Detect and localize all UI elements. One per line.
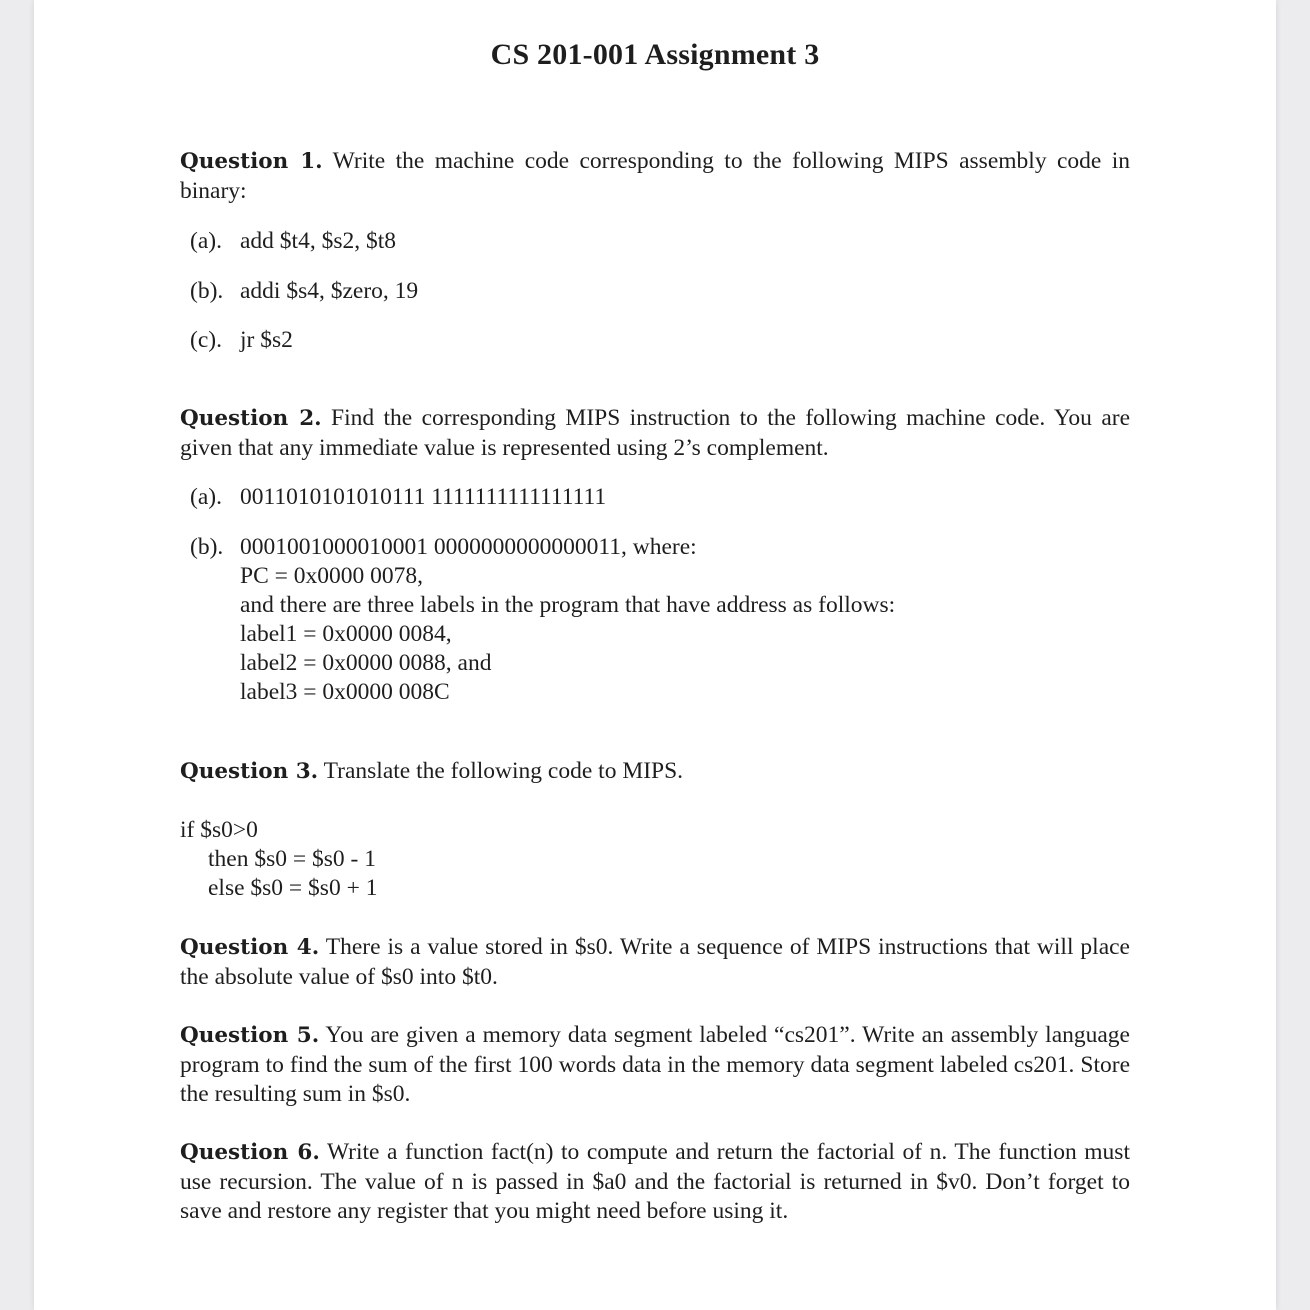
question-3-label: Question 3. [180, 759, 319, 784]
question-3 [180, 757, 1130, 787]
question-6 [180, 1138, 1130, 1227]
question-2-detail: label2 = 0x0000 0088, and [240, 650, 492, 676]
item-text: add $t4, $s2, $t8 [240, 228, 397, 254]
item-text: 0001001000010001 0000000000000011, where: [240, 534, 697, 560]
question-1-text: Write the machine code corresponding to the following MIPS assembly code in binary: [180, 148, 1130, 204]
item-tag: (b). [190, 534, 224, 560]
item-tag: (b). [190, 278, 224, 304]
question-4-label: Question 4. [180, 935, 320, 960]
question-2-item-a [190, 483, 606, 513]
question-2 [180, 404, 1130, 463]
question-6-label: Question 6. [180, 1140, 320, 1165]
item-text: addi $s4, $zero, 19 [240, 278, 419, 304]
item-tag: (a). [190, 228, 222, 254]
code-line: if $s0>0 [180, 817, 258, 843]
item-text: jr $s2 [240, 327, 293, 353]
question-4-text: There is a value stored in $s0. Write a sequence of MIPS instructions that will place the absolute value of $s0 into $t0. [180, 934, 1130, 990]
question-5-label: Question 5. [180, 1023, 320, 1048]
item-tag: (a). [190, 484, 222, 510]
question-5 [180, 1021, 1130, 1110]
question-3-text: Translate the following code to MIPS. [323, 758, 684, 784]
question-2-detail: PC = 0x0000 0078, [240, 563, 423, 589]
question-2-detail: and there are three labels in the program that have address as follows: [240, 592, 896, 618]
code-line: else $s0 = $s0 + 1 [208, 875, 378, 901]
question-1-label: Question 1. [180, 149, 323, 174]
page-title: CS 201-001 Assignment 3 [490, 38, 820, 71]
question-1-item-c [190, 326, 293, 356]
question-6-text: Write a function fact(n) to compute and return the factorial of n. The function must use recursion. The value of n is passed in $a0 and the factorial is returned in $v0. Don’t forget to save and restore any register that you might need before using it. [180, 1139, 1130, 1224]
question-2-detail: label3 = 0x0000 008C [240, 679, 450, 705]
question-2-label: Question 2. [180, 406, 322, 431]
item-text: 0011010101010111 1111111111111111 [240, 484, 607, 510]
question-5-text: You are given a memory data segment labeled “cs201”. Write an assembly language program to find the sum of the first 100 words data in the memory data segment labeled cs201. Store the resulting sum in $s0. [180, 1022, 1130, 1107]
question-2-item-b [190, 533, 697, 563]
question-1-item-a [190, 227, 396, 257]
question-2-text: Find the corresponding MIPS instruction to the following machine code. You are given that any immediate value is represented using 2’s complement. [180, 405, 1131, 461]
question-4 [180, 933, 1130, 992]
question-1 [180, 147, 1130, 206]
question-1-item-b [190, 277, 418, 307]
code-line: then $s0 = $s0 - 1 [208, 846, 376, 872]
item-tag: (c). [190, 327, 222, 353]
question-2-detail: label1 = 0x0000 0084, [240, 621, 452, 647]
